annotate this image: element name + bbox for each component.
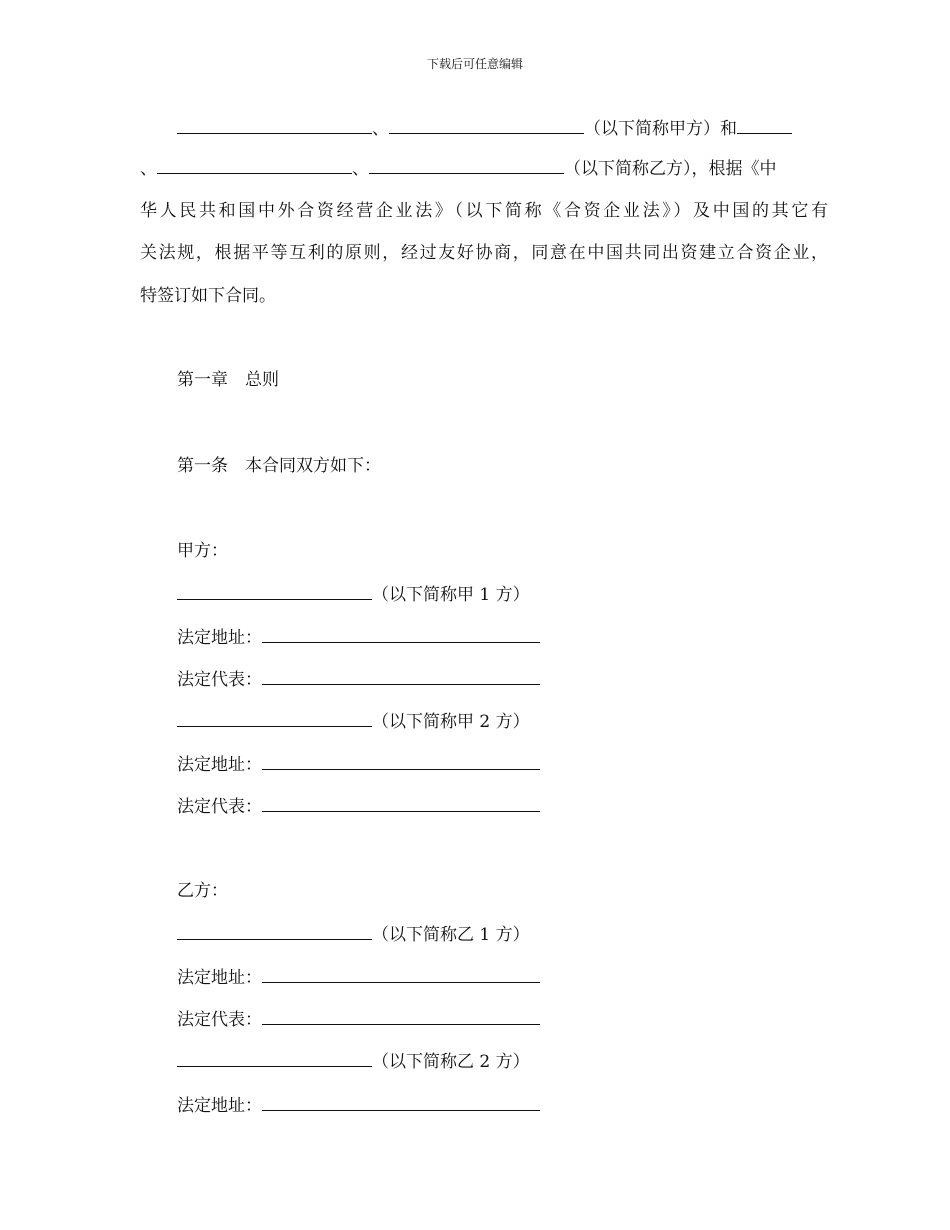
address-label: 法定地址： bbox=[177, 628, 262, 648]
intro-line-3: 华人民共和国中外合资经营企业法》（以下简称《合资企业法》）及中国的其它有 bbox=[140, 201, 828, 221]
conjunction: 和 bbox=[720, 119, 737, 139]
intro-line-5: 特签订如下合同。 bbox=[140, 286, 276, 306]
party-b-reference: （以下简称乙方），根据《中 bbox=[564, 159, 777, 179]
representative-label: 法定代表： bbox=[177, 797, 262, 817]
article-title: 第一条 本合同双方如下： bbox=[177, 456, 381, 476]
party-a2-name-field[interactable] bbox=[177, 709, 372, 727]
party-a1-name-row bbox=[177, 582, 530, 606]
blank-field[interactable] bbox=[389, 116, 584, 134]
representative-label: 法定代表： bbox=[177, 670, 262, 690]
party-b2-name-field[interactable] bbox=[177, 1049, 372, 1067]
party-b2-suffix: （以下简称乙 2 方） bbox=[372, 1052, 530, 1072]
party-b-heading: 乙方： bbox=[177, 881, 228, 901]
party-b1-name-field[interactable] bbox=[177, 922, 372, 940]
party-b1-address-field[interactable] bbox=[262, 965, 540, 983]
party-a1-rep-row bbox=[177, 667, 540, 691]
party-a1-address-field[interactable] bbox=[262, 625, 540, 643]
party-a-heading: 甲方： bbox=[177, 541, 228, 561]
party-b1-suffix: （以下简称乙 1 方） bbox=[372, 925, 530, 945]
party-a2-name-row bbox=[177, 709, 530, 733]
blank-field[interactable] bbox=[369, 156, 564, 174]
party-b1-name-row bbox=[177, 922, 530, 946]
party-a2-suffix: （以下简称甲 2 方） bbox=[372, 712, 530, 732]
party-b2-name-row bbox=[177, 1049, 530, 1073]
blank-field[interactable] bbox=[177, 116, 372, 134]
party-b2-address-field[interactable] bbox=[262, 1093, 540, 1111]
address-label: 法定地址： bbox=[177, 755, 262, 775]
party-a1-name-field[interactable] bbox=[177, 582, 372, 600]
separator: 、 bbox=[352, 159, 369, 179]
separator: 、 bbox=[140, 159, 157, 179]
party-a1-suffix: （以下简称甲 1 方） bbox=[372, 585, 530, 605]
address-label: 法定地址： bbox=[177, 968, 262, 988]
party-b1-address-row bbox=[177, 965, 540, 989]
intro-line-1 bbox=[177, 116, 792, 140]
party-a2-rep-row bbox=[177, 794, 540, 818]
intro-line-2 bbox=[140, 156, 777, 180]
party-a2-address-field[interactable] bbox=[262, 752, 540, 770]
representative-label: 法定代表： bbox=[177, 1010, 262, 1030]
page-header: 下载后可任意编辑 bbox=[426, 57, 523, 71]
blank-field[interactable] bbox=[157, 156, 352, 174]
party-a2-rep-field[interactable] bbox=[262, 794, 540, 812]
party-a2-address-row bbox=[177, 752, 540, 776]
party-b2-address-row bbox=[177, 1093, 540, 1117]
intro-line-4: 关法规，根据平等互利的原则，经过友好协商，同意在中国共同出资建立合资企业， bbox=[140, 243, 828, 263]
party-a1-rep-field[interactable] bbox=[262, 667, 540, 685]
party-a1-address-row bbox=[177, 625, 540, 649]
party-b1-rep-row bbox=[177, 1007, 540, 1031]
party-b1-rep-field[interactable] bbox=[262, 1007, 540, 1025]
chapter-title: 第一章 总则 bbox=[177, 370, 279, 390]
party-a-reference: （以下简称甲方） bbox=[584, 119, 720, 139]
separator: 、 bbox=[372, 119, 389, 139]
blank-field[interactable] bbox=[737, 116, 792, 134]
address-label: 法定地址： bbox=[177, 1096, 262, 1116]
